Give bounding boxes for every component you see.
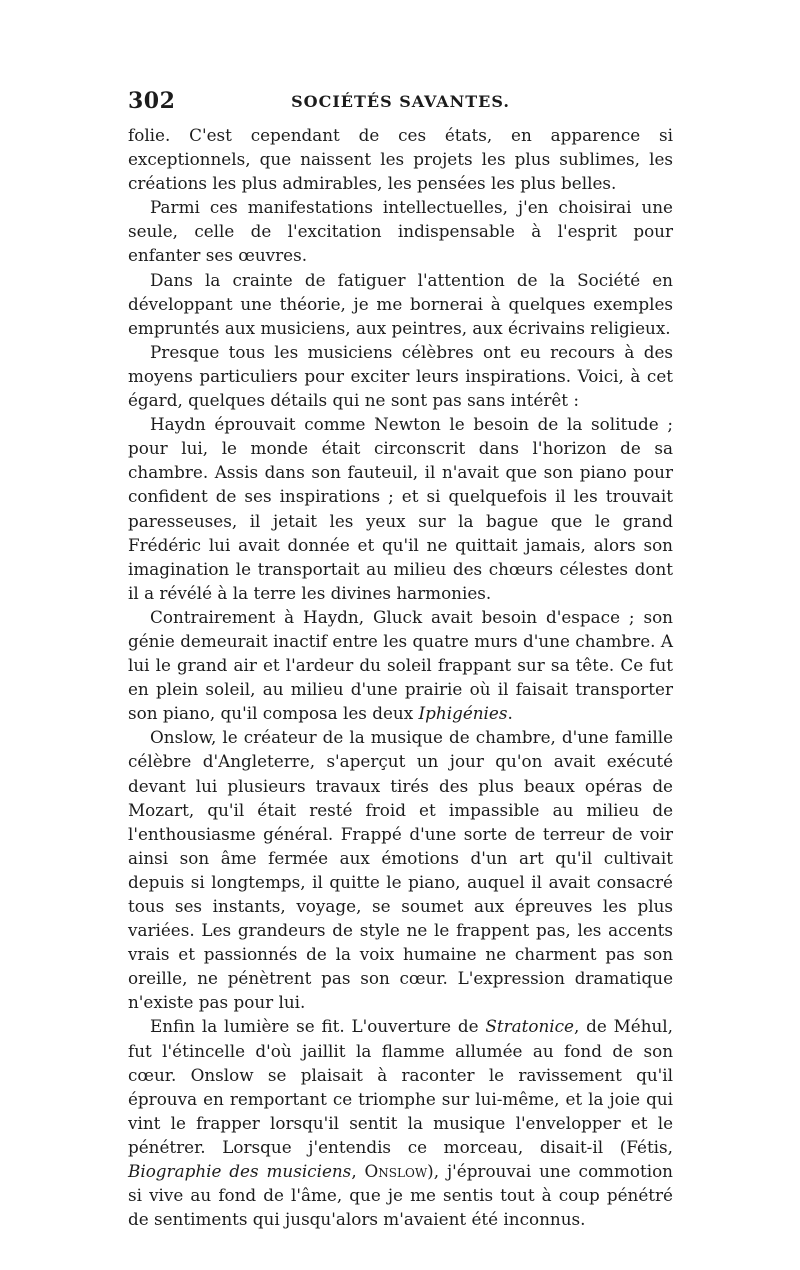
paragraph-8-part-3: , [351,1161,365,1182]
running-head [128,88,673,116]
paragraph-8-part-4: ), j'éprouvai une commotion si vive au fond de l'âme, que je me sentis tout à coup pénétré de sentiments qui jusqu'alors m'avaient été inconnus. [128,1161,673,1230]
entry-name-onslow: Onslow [364,1161,428,1182]
running-title: SOCIÉTÉS SAVANTES. [291,92,510,111]
paragraph-8-part-1: Enfin la lumière se fit. L'ouverture de [150,1016,486,1037]
paragraph-1: folie. C'est cependant de ces états, en apparence si exceptionnels, que naissent les projets les plus sublimes, les créations les plus admirables, les pensées les plus belles. [128,125,673,194]
body-text [128,123,673,1231]
paragraph-6-end: . [507,703,513,724]
paragraph-8-part-2: , de Méhul, fut l'étincelle d'où jaillit la flamme allumée au fond de son cœur. Onslow se plaisait à raconter le ravissement qu'il éprouva en remportant ce triomphe sur lui-même, et la joie qui vint le frapper lorsqu'il sentit la musique l'envelopper et le pénétrer. Lorsque j'entendis ce morceau, disait-il (Fétis, [128,1016,674,1157]
paragraph-3: Dans la crainte de fatiguer l'attention de la Société en développant une théorie, je me bornerai à quelques exemples empruntés aux musiciens, aux peintres, aux écrivains religieux. [128,269,673,338]
paragraph-6-text: Contrairement à Haydn, Gluck avait besoin d'espace ; son génie demeurait inactif entre les quatre murs d'une chambre. A lui le grand air et l'ardeur du soleil frappant sur sa tête. Ce fut en plein soleil, au milieu d'une prairie où il faisait transporter son piano, qu'il composa les deux [128,606,673,724]
page-number: 302 [128,88,176,114]
paragraph-7: Onslow, le créateur de la musique de chambre, d'une famille célèbre d'Angleterre, s'aperçut un jour qu'on avait exécuté devant lui plusieurs travaux tirés des plus beaux opéras de Mozart, qu'il était resté froid et impassible au milieu de l'enthousiasme général. Frappé d'une sorte de terreur de voir ainsi son âme fermée aux émotions d'un art qu'il cultivait depuis si longtemps, il quitte le piano, auquel il avait consacré tous ses instants, voyage, se soumet aux épreuves les plus variées. Les grandeurs de style ne le frappent pas, les accents vrais et passionnés de la voix humaine ne charment pas son oreille, ne pénètrent pas son cœur. L'expression dramatique n'existe pas pour lui. [128,727,673,1013]
work-title-stratonice: Stratonice [485,1016,574,1037]
paragraph-5: Haydn éprouvait comme Newton le besoin de la solitude ; pour lui, le monde était circonscrit dans l'horizon de sa chambre. Assis dans son fauteuil, il n'avait que son piano pour confident de ses inspirations ; et si quelquefois il les trouvait paresseuses, il jetait les yeux sur la bague que le grand Frédéric lui avait donnée et qu'il ne quittait jamais, alors son imagination le transportait au milieu des chœurs célestes dont il a révélé à la terre les divines harmonies. [128,414,673,603]
paragraph-2: Parmi ces manifestations intellectuelles, j'en choisirai une seule, celle de l'excitation indispensable à l'esprit pour enfanter ses œuvres. [128,197,673,266]
work-title-iphigenies: Iphigénies [418,703,508,724]
paragraph-6 [128,605,673,725]
paragraph-4: Presque tous les musiciens célèbres ont eu recours à des moyens particuliers pour exciter leurs inspirations. Voici, à cet égard, quelques détails qui ne sont pas sans intérêt : [128,341,673,411]
paragraph-8 [128,1014,673,1231]
work-title-biographie: Biographie des musiciens [128,1161,352,1182]
